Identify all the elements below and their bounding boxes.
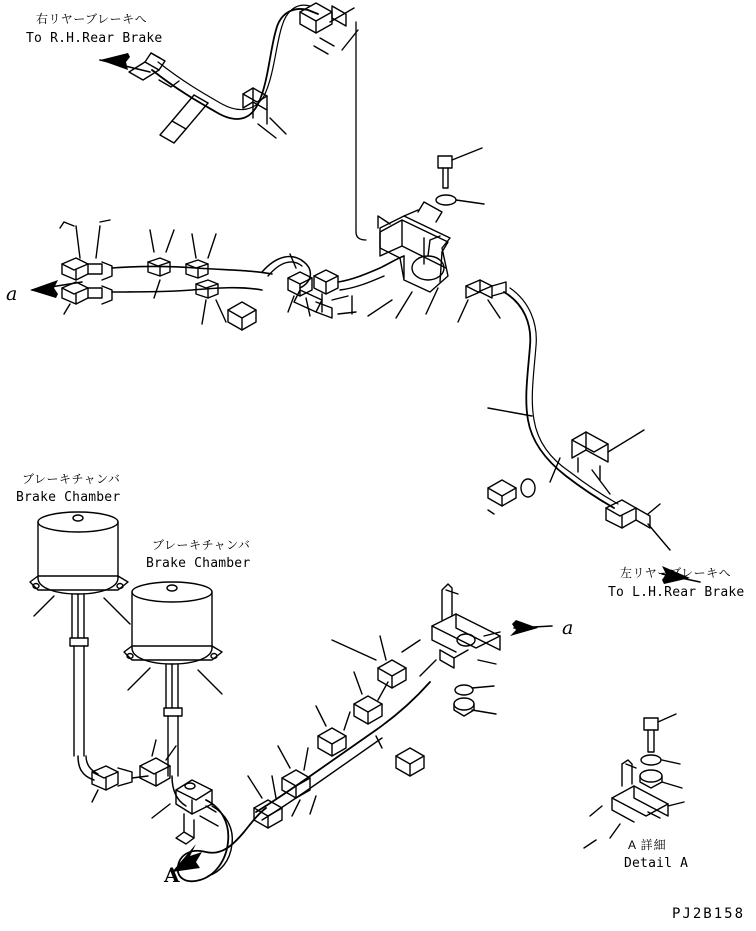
label-lh-rear-brake-en: To L.H.Rear Brake [608, 585, 745, 600]
coupling-bottom-3 [318, 728, 346, 756]
bracket-bottom-left [176, 780, 216, 844]
label-arrow-a: A [164, 863, 180, 887]
elbow-left [92, 766, 132, 790]
fitting-rh-top [129, 53, 179, 87]
bracket-lower-right [572, 430, 644, 494]
label-lh-rear-brake-jp: 左リヤーブレーキへ [620, 566, 732, 580]
label-brake-chamber-1-jp: ブレーキチャンバ [22, 472, 121, 486]
bolt-bottom-mid [376, 736, 424, 776]
label-rh-rear-brake-en: To R.H.Rear Brake [26, 31, 163, 46]
label-rh-rear-brake-jp: 右リヤーブレーキへ [36, 12, 148, 26]
fitting-valve-right [466, 280, 506, 318]
coupling-bottom-2 [282, 770, 310, 798]
fitting-left-2 [62, 282, 112, 304]
callout-a-right: a [562, 617, 574, 639]
label-brake-chamber-2-en: Brake Chamber [146, 556, 251, 571]
coupling-bottom-5 [378, 660, 406, 688]
detail-a-group [590, 714, 684, 838]
brake-valve [378, 202, 450, 292]
bolt-lower-right [488, 479, 535, 514]
fitting-lh-end [606, 500, 660, 528]
coupling-center-2 [314, 270, 338, 294]
bolt-mid-left [228, 302, 256, 330]
tee-bottom-left [140, 758, 170, 786]
bolt-valve-top [436, 148, 484, 205]
fitting-left-1 [62, 258, 112, 280]
label-detail-a-en: Detail A [624, 856, 689, 871]
label-detail-a-jp: A 詳細 [628, 838, 667, 852]
callout-a-left: a [6, 283, 18, 305]
label-brake-chamber-1-en: Brake Chamber [16, 490, 121, 505]
brake-chamber-1 [30, 512, 128, 756]
drawing-part-number: PJ2B158 [672, 906, 746, 922]
label-brake-chamber-2-jp: ブレーキチャンバ [152, 538, 251, 552]
coupling-center-1 [288, 272, 312, 296]
